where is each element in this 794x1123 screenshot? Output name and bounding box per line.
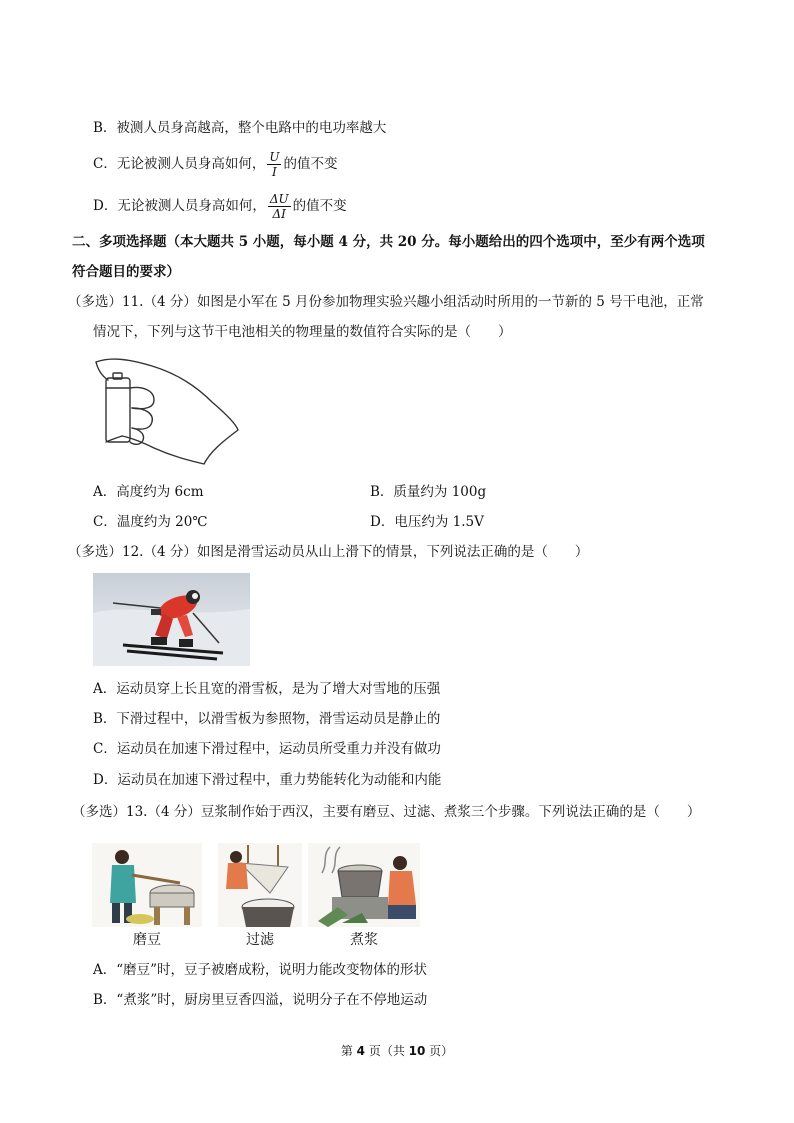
q12-stem: （多选）12.（4 分）如图是滑雪运动员从山上滑下的情景，下列说法正确的是（ ） — [68, 544, 589, 560]
filtering-figure — [218, 843, 302, 948]
fraction-u-over-i: $\frac{U}{I}$ — [269, 150, 280, 179]
caption-filtering: 过滤 — [246, 932, 274, 948]
grinding-illustration-icon — [92, 843, 202, 927]
q10-option-c: C．无论被测人员身高如何， $\frac{U}{I}$ 的值不变 — [93, 150, 338, 179]
q12-option-d: D．运动员在加速下滑过程中，重力势能转化为动能和内能 — [93, 772, 442, 788]
boiling-illustration-icon — [308, 843, 420, 927]
fraction-delta-u-over-delta-i: $\frac{\Delta U}{\Delta I}$ — [269, 192, 289, 221]
q11-stem: （多选）11.（4 分）如图是小军在 5 月份参加物理实验兴趣小组活动时所用的一节新的 5 号干电池，正常 — [68, 294, 704, 310]
battery-in-hand-figure — [92, 352, 240, 468]
skier-photo — [93, 573, 250, 666]
q12-option-b: B．下滑过程中，以滑雪板为参照物，滑雪运动员是静止的 — [93, 711, 441, 727]
q11-option-b: B．质量约为 100g — [370, 484, 487, 500]
q13-option-a: A．“磨豆”时，豆子被磨成粉，说明力能改变物体的形状 — [93, 962, 428, 978]
filtering-illustration-icon — [218, 843, 302, 927]
hand-holding-battery-icon — [92, 352, 240, 468]
caption-boiling: 煮浆 — [350, 932, 378, 948]
q10-option-d: D．无论被测人员身高如何， $\frac{\Delta U}{\Delta I}$ 的值不变 — [93, 192, 347, 221]
q11-option-a: A．高度约为 6cm — [93, 484, 204, 500]
total-page-count: 10 — [408, 1044, 426, 1058]
current-page-number: 4 — [356, 1044, 365, 1058]
q11-option-d: D．电压约为 1.5V — [370, 514, 484, 530]
q13-stem: （多选）13.（4 分）豆浆制作始于西汉，主要有磨豆、过滤、煮浆三个步骤。下列说法正确的是（ ） — [72, 804, 701, 820]
section-2-heading-cont: 符合题目的要求） — [72, 264, 180, 280]
grinding-beans-figure — [92, 843, 202, 948]
q13-option-b: B．“煮浆”时，厨房里豆香四溢，说明分子在不停地运动 — [93, 992, 428, 1008]
q10-option-b: B．被测人员身高越高，整个电路中的电功率越大 — [93, 120, 387, 136]
page-footer: 第 4 页（共 10 页） — [340, 1044, 454, 1058]
q11-stem-cont: 情况下，下列与这节干电池相关的物理量的数值符合实际的是（ ） — [93, 324, 512, 340]
caption-grinding: 磨豆 — [133, 932, 161, 948]
skier-icon — [93, 573, 250, 666]
section-2-heading: 二、多项选择题（本大题共 5 小题，每小题 4 分，共 20 分。每小题给出的四个选项中，至少有两个选项 — [72, 234, 705, 250]
q12-option-c: C．运动员在加速下滑过程中，运动员所受重力并没有做功 — [93, 741, 441, 757]
q12-option-a: A．运动员穿上长且宽的滑雪板，是为了增大对雪地的压强 — [93, 681, 441, 697]
q11-option-c: C．温度约为 20℃ — [93, 514, 208, 530]
boiling-figure — [308, 843, 420, 948]
